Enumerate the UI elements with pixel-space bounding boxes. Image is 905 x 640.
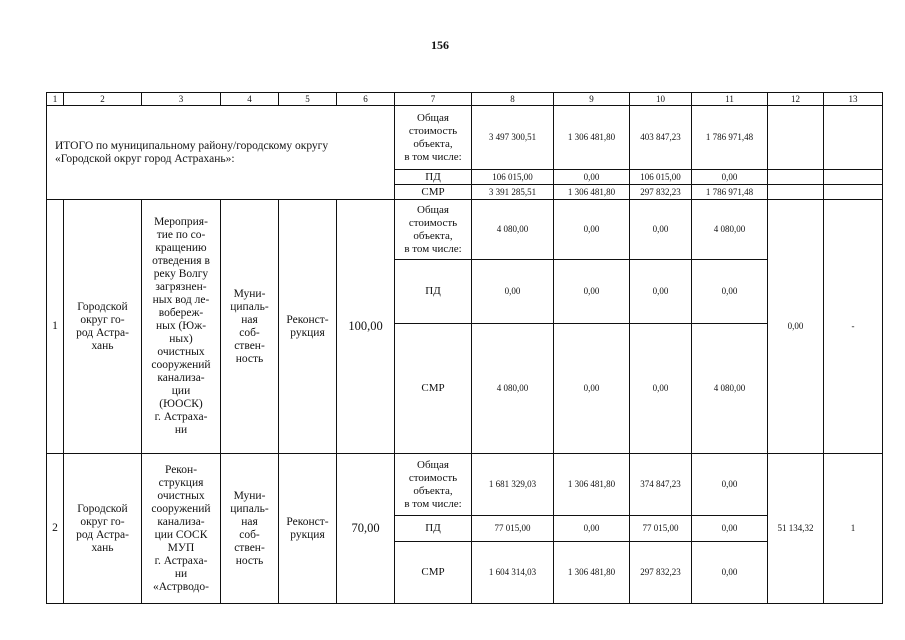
ownership: Муни- ципаль- ная соб- ствен- ность (221, 200, 279, 454)
cell-value: 77 015,00 (630, 516, 692, 542)
readiness-percent: 70,00 (337, 454, 395, 604)
object-2-row-cost (47, 454, 883, 516)
page-number: 156 (431, 38, 449, 52)
cell-value: - (824, 200, 883, 454)
cell-value: 51 134,32 (768, 454, 824, 604)
cell-value: 4 080,00 (472, 200, 554, 260)
cost-label: Общая стоимость объекта, в том числе: (395, 106, 472, 170)
readiness-percent: 100,00 (337, 200, 395, 454)
cell-value: 0,00 (554, 324, 630, 454)
column-header: 2 (64, 93, 142, 106)
column-header: 5 (279, 93, 337, 106)
cell-value: 0,00 (554, 260, 630, 324)
cell-value: 1 604 314,03 (472, 542, 554, 604)
column-header: 3 (142, 93, 221, 106)
smr-label: СМР (395, 542, 472, 604)
object-name: Мероприя- тие по со- кращению отведения в реку Волгу загрязнен- ных вод ле- вобереж- ных (Юж- ных) очистных сооружений канализа- ции (ЮОСК) г. Астраха- ни (142, 200, 221, 454)
cost-label: Общая стоимость объекта, в том числе: (395, 454, 472, 516)
cell-value: 0,00 (630, 260, 692, 324)
column-header: 11 (692, 93, 768, 106)
column-header: 6 (337, 93, 395, 106)
work-type: Реконст- рукция (279, 200, 337, 454)
work-type: Реконст- рукция (279, 454, 337, 604)
cell-value: 297 832,23 (630, 185, 692, 200)
cell-value: 0,00 (768, 200, 824, 454)
cell-value: 77 015,00 (472, 516, 554, 542)
cell-value: 4 080,00 (472, 324, 554, 454)
cell-value: 0,00 (472, 260, 554, 324)
empty-cell (824, 106, 883, 170)
object-1-row-cost (47, 200, 883, 260)
cell-value: 1 306 481,80 (554, 542, 630, 604)
object-number: 1 (47, 200, 64, 454)
empty-cell (768, 170, 824, 185)
cell-value: 0,00 (554, 170, 630, 185)
empty-cell (824, 185, 883, 200)
cell-value: 1 306 481,80 (554, 454, 630, 516)
cell-value: 297 832,23 (630, 542, 692, 604)
pd-label: ПД (395, 260, 472, 324)
cell-value: 0,00 (692, 454, 768, 516)
cell-value: 1 306 481,80 (554, 185, 630, 200)
cell-value: 1 (824, 454, 883, 604)
column-header: 8 (472, 93, 554, 106)
column-header: 1 (47, 93, 64, 106)
column-number-row (47, 93, 883, 106)
column-header: 13 (824, 93, 883, 106)
cell-value: 0,00 (692, 542, 768, 604)
cell-value: 1 681 329,03 (472, 454, 554, 516)
cell-value: 0,00 (692, 516, 768, 542)
total-row-cost (47, 106, 883, 170)
municipality: Городской округ го- род Астра- хань (64, 454, 142, 604)
column-header: 7 (395, 93, 472, 106)
cell-value: 0,00 (692, 170, 768, 185)
total-label: ИТОГО по муниципальному району/городскому округу «Городской округ город Астрахань»: (47, 106, 395, 200)
cell-value: 1 306 481,80 (554, 106, 630, 170)
column-header: 9 (554, 93, 630, 106)
ownership: Муни- ципаль- ная соб- ствен- ность (221, 454, 279, 604)
column-header: 10 (630, 93, 692, 106)
cell-value: 0,00 (630, 324, 692, 454)
cell-value: 1 786 971,48 (692, 185, 768, 200)
cell-value: 3 391 285,51 (472, 185, 554, 200)
cell-value: 0,00 (630, 200, 692, 260)
cell-value: 0,00 (554, 200, 630, 260)
column-header: 12 (768, 93, 824, 106)
cell-value: 1 786 971,48 (692, 106, 768, 170)
municipality: Городской округ го- род Астра- хань (64, 200, 142, 454)
cell-value: 4 080,00 (692, 324, 768, 454)
cell-value: 0,00 (692, 260, 768, 324)
smr-label: СМР (395, 324, 472, 454)
empty-cell (768, 185, 824, 200)
empty-cell (768, 106, 824, 170)
cost-label: Общая стоимость объекта, в том числе: (395, 200, 472, 260)
cell-value: 0,00 (554, 516, 630, 542)
cell-value: 106 015,00 (472, 170, 554, 185)
cell-value: 4 080,00 (692, 200, 768, 260)
pd-label: ПД (395, 170, 472, 185)
cell-value: 106 015,00 (630, 170, 692, 185)
pd-label: ПД (395, 516, 472, 542)
empty-cell (824, 170, 883, 185)
object-number: 2 (47, 454, 64, 604)
column-header: 4 (221, 93, 279, 106)
object-name: Рекон- струкция очистных сооружений канализа- ции СОСК МУП г. Астраха- ни «Астрводо- (142, 454, 221, 604)
cell-value: 403 847,23 (630, 106, 692, 170)
smr-label: СМР (395, 185, 472, 200)
cell-value: 374 847,23 (630, 454, 692, 516)
investment-objects-table (46, 92, 883, 604)
cell-value: 3 497 300,51 (472, 106, 554, 170)
